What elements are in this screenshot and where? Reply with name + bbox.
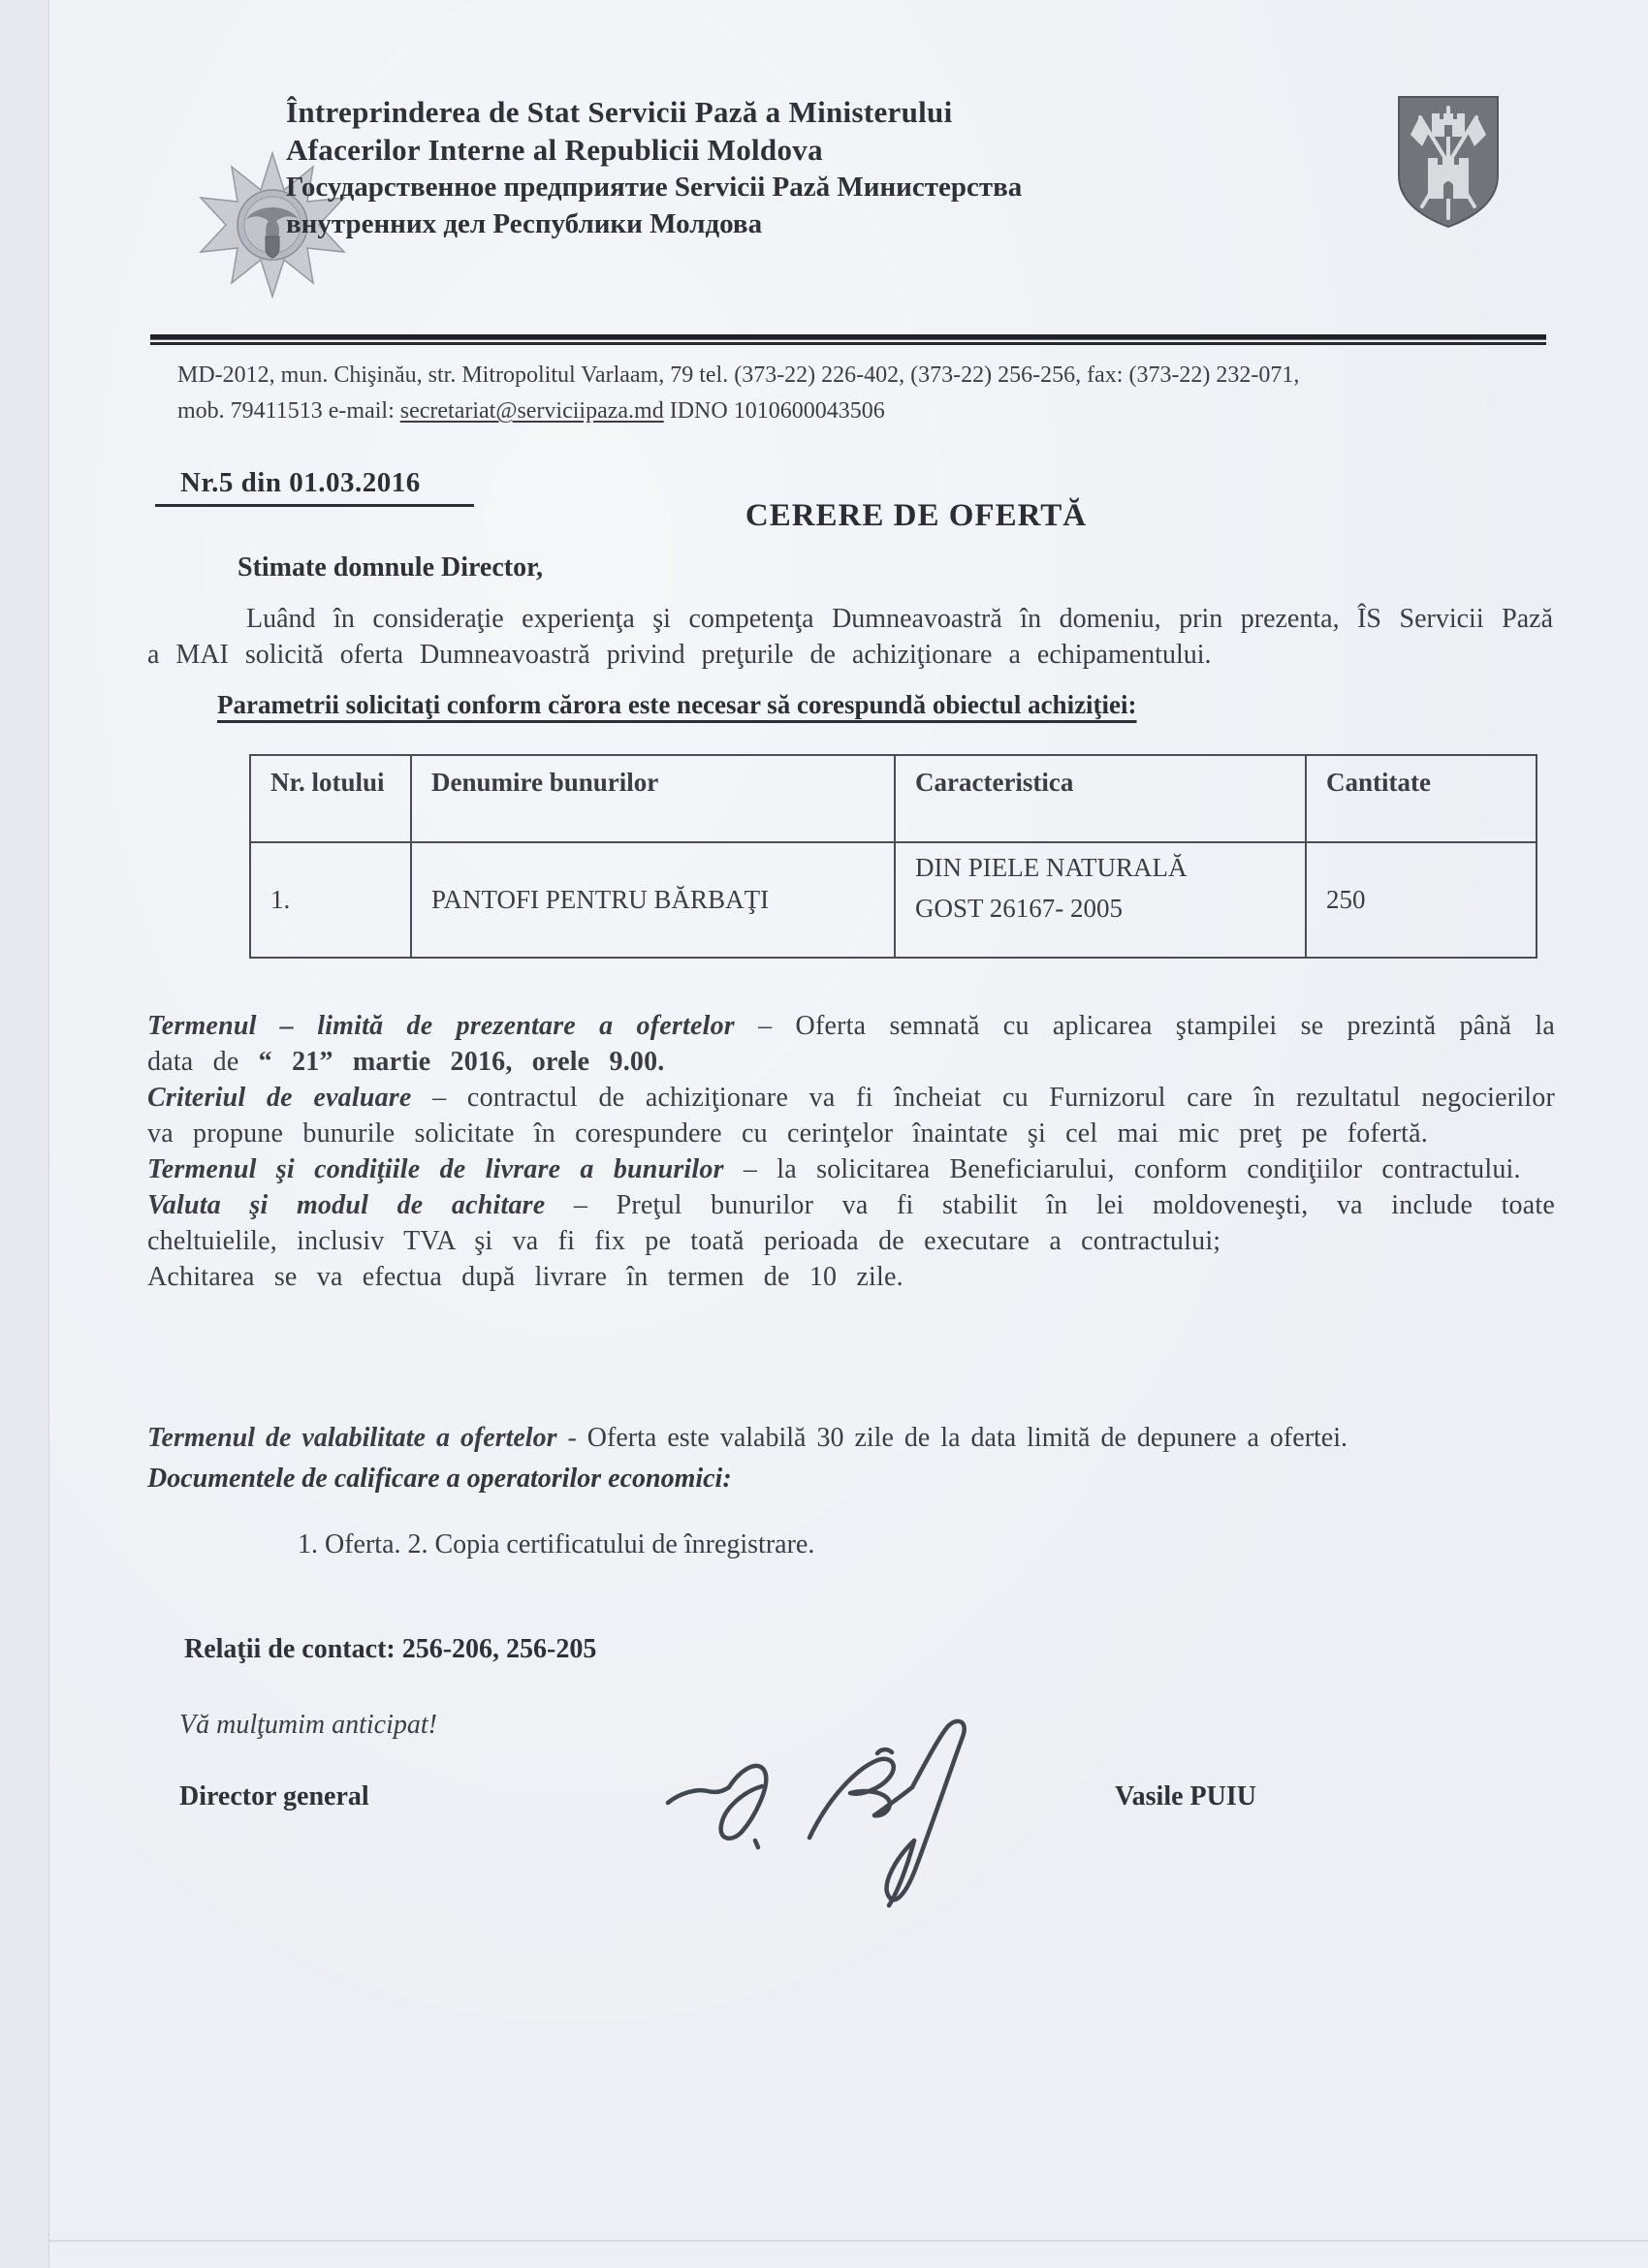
signer-name: Vasile PUIU <box>1115 1781 1256 1811</box>
cell-denumire: PANTOFI PENTRU BĂRBAŢI <box>411 842 895 958</box>
text-segment: Valuta şi modul de achitare <box>147 1190 546 1220</box>
contact-line-2-prefix: mob. 79411513 e-mail: <box>177 398 400 424</box>
column-header-caracteristica: Caracteristica <box>895 755 1306 842</box>
scan-left-edge <box>0 0 49 2268</box>
term-paragraph <box>147 1151 1555 1187</box>
org-name-ro-line2: Afacerilor Interne al Republicii Moldova <box>286 133 823 167</box>
column-header-nr-lotului: Nr. lotului <box>250 755 411 842</box>
letterhead-contact-block <box>177 358 1535 429</box>
column-header-cantitate: Cantitate <box>1306 755 1537 842</box>
shield-crossed-halberds-castle-emblem-icon <box>1393 92 1504 232</box>
text-segment: “ 21” martie 2016, orele 9.00. <box>258 1047 665 1077</box>
term-paragraph <box>147 1080 1555 1151</box>
handwritten-signature-icon <box>654 1698 989 1960</box>
contact-line-1: MD-2012, mun. Chişinău, str. Mitropolitul Varlaam, 79 tel. (373-22) 226-402, (373-22) 256-256, fax: (373-22) 232-071, <box>177 362 1300 388</box>
contact-line-2 <box>177 394 1535 429</box>
org-name-ru-line1: Государственное предприятие Servicii Pază Министерства <box>286 172 1023 203</box>
text-segment: Termenul şi condiţiile de livrare a bunurilor <box>147 1154 724 1184</box>
terms-paragraphs <box>147 1008 1555 1295</box>
validity-term-line <box>147 1423 1347 1454</box>
cell-caracteristica: DIN PIELE NATURALĂ GOST 26167- 2005 <box>895 842 1306 958</box>
salutation: Stimate domnule Director, <box>238 552 543 583</box>
offer-items-table <box>249 754 1537 959</box>
contact-line-2-suffix: IDNO 1010600043506 <box>663 398 885 424</box>
offer-table-body <box>250 842 1537 958</box>
term-paragraph <box>147 1008 1555 1080</box>
term-paragraph <box>147 1187 1555 1259</box>
organization-name-block <box>286 93 1158 242</box>
intro-paragraph: Luând în consideraţie experienţa şi competenţa Dumneavoastră în domeniu, prin prezenta, ÎS Servicii Pază a MAI solicită oferta Dumneavoastră privind preţurile de achiziţionare a echipamentului. <box>147 604 1553 670</box>
table-header-row <box>250 755 1537 842</box>
text-segment: – Preţul bunurilor va fi stabilit în lei moldoveneşti, va include toate cheltuielile, inclusiv TVA şi va fi fix pe toată perioada de executare a contractului; <box>147 1190 1555 1256</box>
thanks-line: Vă mulţumim anticipat! <box>179 1710 437 1740</box>
cell-nr: 1. <box>250 842 411 958</box>
header-divider-rule <box>150 334 1546 347</box>
text-segment: Criteriul de evaluare <box>147 1083 412 1113</box>
email-link[interactable]: secretariat@serviciipaza.md <box>399 398 664 424</box>
qualification-docs-item: 1. Oferta. 2. Copia certificatului de înregistrare. <box>298 1529 815 1559</box>
text-segment: Achitarea se va efectua după livrare în termen de 10 zile. <box>147 1262 903 1292</box>
document-ref-number: Nr.5 din 01.03.2016 <box>155 467 474 507</box>
contact-phones-line: Relaţii de contact: 256-206, 256-205 <box>184 1634 597 1664</box>
text-segment: – Oferta semnată cu aplicarea ştampilei se prezintă până la data de <box>147 1011 1555 1077</box>
signer-title: Director general <box>179 1781 369 1811</box>
org-name-ro-line1: Întreprinderea de Stat Servicii Pază a Ministerului <box>286 95 953 129</box>
org-name-ru-line2: внутренних дел Республики Молдова <box>286 208 763 239</box>
text-segment: Termenul de valabilitate a ofertelor <box>147 1423 557 1453</box>
parameters-heading: Parametrii solicitaţi conform cărora este necesar să corespundă obiectul achiziţiei: <box>217 690 1137 719</box>
text-segment: – contractul de achiziţionare va fi încheiat cu Furnizorul care în rezultatul negocierilor va propune bunurile solicitate în corespundere cu cerinţelor înaintate şi cel mai mic preţ pe fofertă. <box>147 1083 1555 1149</box>
document-title: CERERE DE OFERTĂ <box>745 498 1088 533</box>
text-segment: Termenul – limită de prezentare a ofertelor <box>147 1011 735 1041</box>
column-header-denumire: Denumire bunurilor <box>411 755 895 842</box>
scan-bottom-edge <box>48 2240 1648 2242</box>
text-segment: - Oferta este valabilă 30 zile de la data limită de depunere a ofertei. <box>556 1423 1347 1453</box>
table-row <box>250 842 1537 958</box>
text-segment: – la solicitarea Beneficiarului, conform condiţiilor contractului. <box>723 1154 1521 1184</box>
cell-cantitate: 250 <box>1306 842 1537 958</box>
term-paragraph <box>147 1259 1555 1295</box>
qualification-docs-heading: Documentele de calificare a operatorilor economici: <box>147 1464 732 1494</box>
